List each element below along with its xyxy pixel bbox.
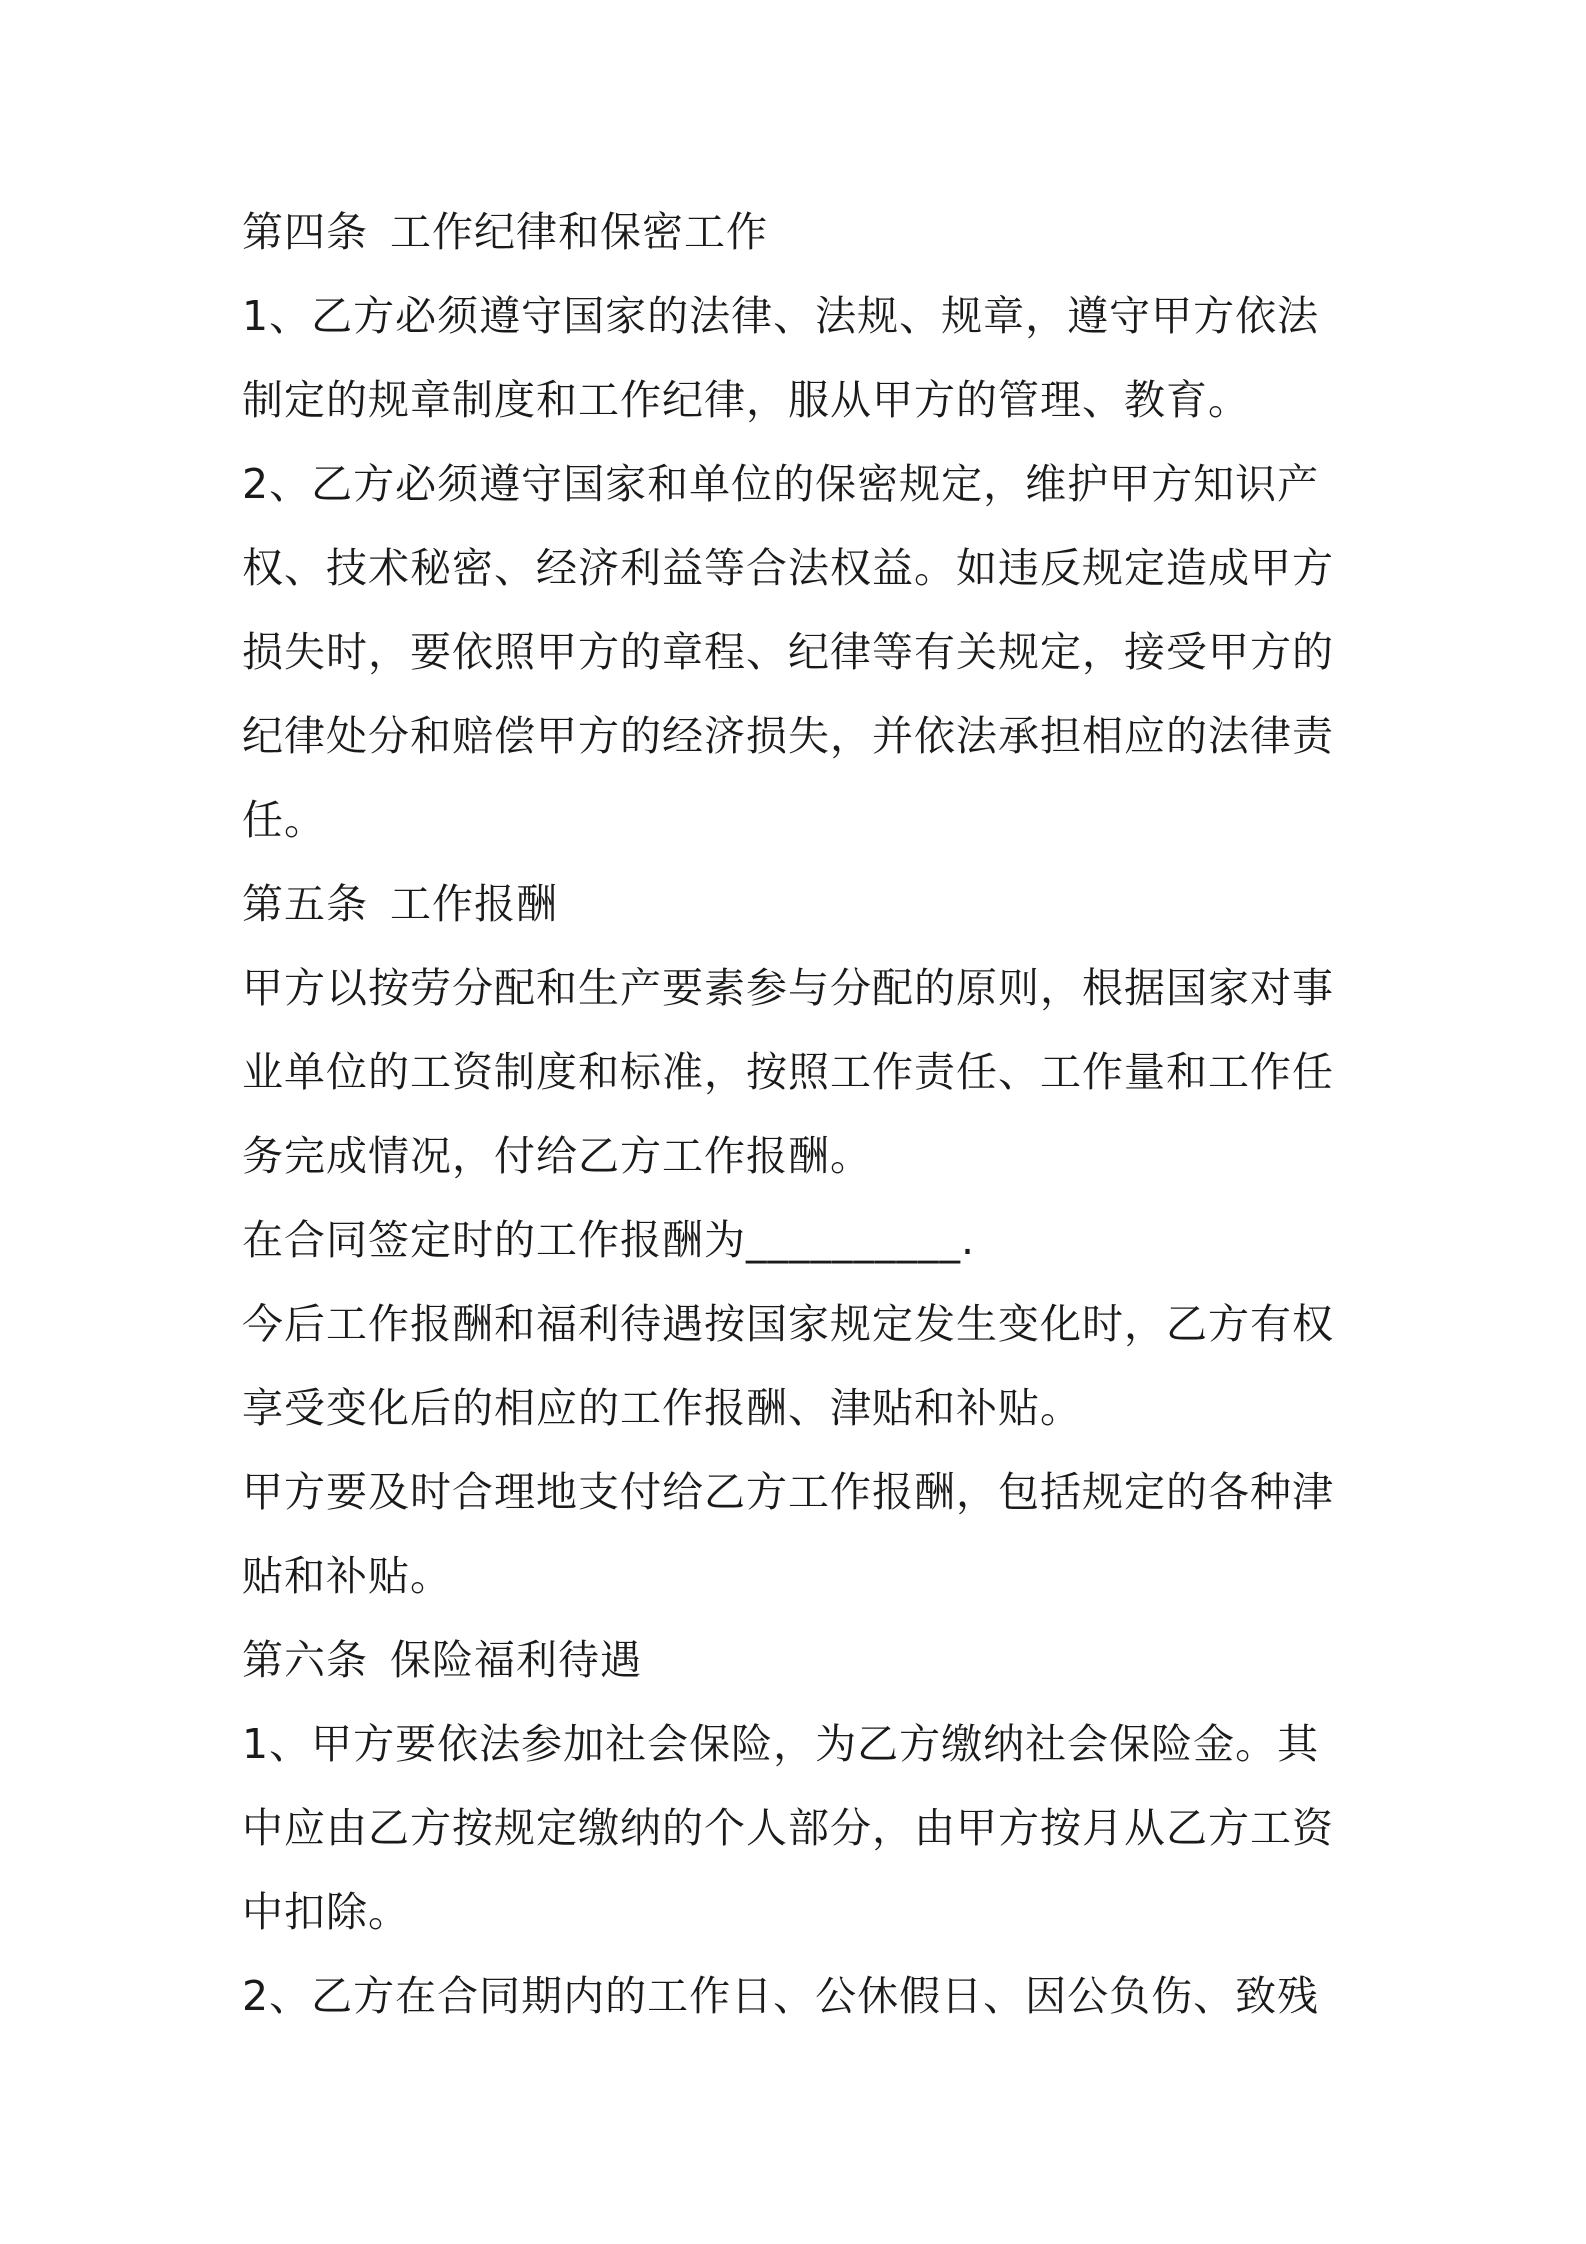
section-heading	[242, 1618, 1362, 1702]
article-number: 第六条	[242, 1636, 368, 1684]
paragraph-line: 甲方要及时合理地支付给乙方工作报酬，包括规定的各种津	[242, 1468, 1334, 1516]
paragraph-line: 1、甲方要依法参加社会保险，为乙方缴纳社会保险金。其	[242, 1720, 1320, 1768]
paragraph-line: 享受变化后的相应的工作报酬、津贴和补贴。	[242, 1384, 1082, 1432]
paragraph-line: 制定的规章制度和工作纪律，服从甲方的管理、教育。	[242, 376, 1250, 424]
paragraph-line: 贴和补贴。	[242, 1552, 452, 1600]
paragraph-line: 任。	[242, 796, 326, 844]
paragraph-line: 中扣除。	[242, 1888, 410, 1936]
paragraph-line: 1、乙方必须遵守国家的法律、法规、规章，遵守甲方依法	[242, 292, 1320, 340]
paragraph-line: 今后工作报酬和福利待遇按国家规定发生变化时，乙方有权	[242, 1300, 1334, 1348]
paragraph-line: 业单位的工资制度和标准，按照工作责任、工作量和工作任	[242, 1048, 1334, 1096]
article-title: 保险福利待遇	[390, 1636, 642, 1684]
paragraph-line: 纪律处分和赔偿甲方的经济损失，并依法承担相应的法律责	[242, 712, 1334, 760]
paragraph-line: 务完成情况，付给乙方工作报酬。	[242, 1132, 872, 1180]
paragraph-line: 权、技术秘密、经济利益等合法权益。如违反规定造成甲方	[242, 544, 1334, 592]
paragraph-line: 损失时，要依照甲方的章程、纪律等有关规定，接受甲方的	[242, 628, 1334, 676]
paragraph-line: 中应由乙方按规定缴纳的个人部分，由甲方按月从乙方工资	[242, 1804, 1334, 1852]
paragraph-line: 在合同签定时的工作报酬为__________.	[242, 1216, 976, 1264]
paragraph-line: 2、乙方必须遵守国家和单位的保密规定，维护甲方知识产	[242, 460, 1320, 508]
section-heading	[242, 190, 1362, 274]
article-title: 工作报酬	[390, 880, 558, 928]
paragraph-line: 2、乙方在合同期内的工作日、公休假日、因公负伤、致残	[242, 1972, 1320, 2020]
article-title: 工作纪律和保密工作	[390, 208, 768, 256]
article-number: 第五条	[242, 880, 368, 928]
document-page	[242, 190, 1362, 2038]
article-number: 第四条	[242, 208, 368, 256]
paragraph-line: 甲方以按劳分配和生产要素参与分配的原则，根据国家对事	[242, 964, 1334, 1012]
section-heading	[242, 862, 1362, 946]
